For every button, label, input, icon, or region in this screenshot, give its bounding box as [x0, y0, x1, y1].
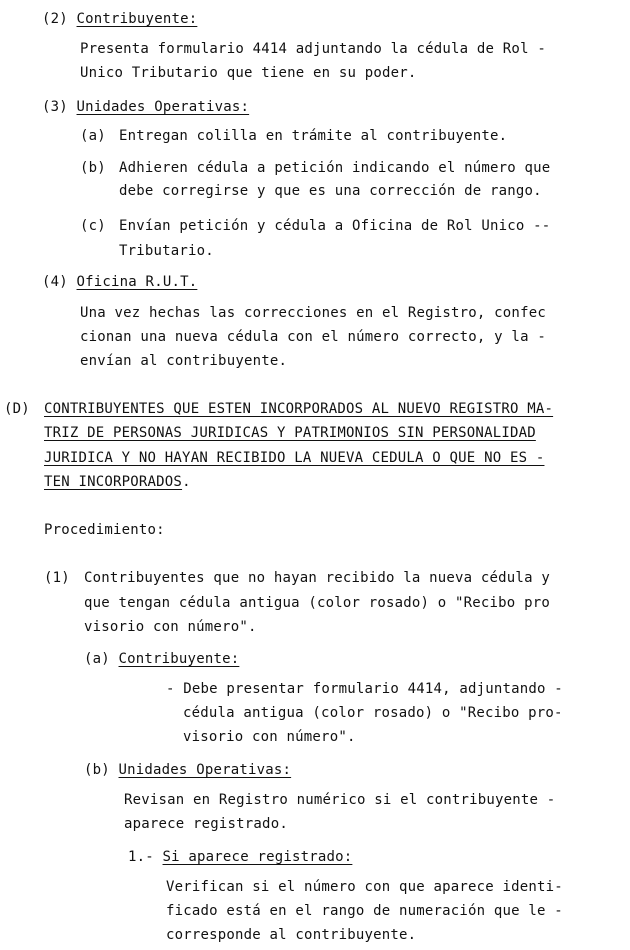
subitem-label: (b)	[84, 762, 110, 778]
section-d-title-last	[44, 473, 191, 491]
paragraph-line: visorio con número".	[183, 729, 356, 745]
item-heading: Unidades Operativas:	[76, 99, 250, 115]
paragraph-line: aparece registrado.	[124, 816, 288, 832]
paragraph-line: que tengan cédula antigua (color rosado) o "Recibo pro	[84, 595, 550, 611]
section-d-title-line: CONTRIBUYENTES QUE ESTEN INCORPORADOS AL NUEVO REGISTRO MA-	[44, 401, 554, 417]
procedure-heading: Procedimiento:	[44, 522, 165, 538]
item-4-heading-line	[42, 273, 197, 291]
item-number: (3)	[42, 99, 68, 115]
paragraph-line: visorio con número".	[84, 619, 257, 635]
subsubitem-label: 1.-	[128, 849, 154, 865]
paragraph-line: debe corregirse y que es una corrección de rango.	[119, 183, 542, 199]
subitem-heading: Unidades Operativas:	[118, 762, 292, 778]
paragraph-line: Envían petición y cédula a Oficina de Rol Unico --	[119, 218, 551, 234]
paragraph-line: - Debe presentar formulario 4414, adjuntando -	[166, 681, 563, 697]
paragraph-line: envían al contribuyente.	[80, 353, 288, 369]
paragraph-line: Entregan colilla en trámite al contribuyente.	[119, 128, 508, 144]
item-heading: Oficina R.U.T.	[76, 274, 198, 290]
subsubitem-heading: Si aparece registrado:	[162, 849, 353, 865]
item-number: (1)	[44, 570, 70, 586]
paragraph-line: Verifican si el número con que aparece identi-	[166, 879, 563, 895]
subsubitem-heading-line	[128, 848, 352, 866]
subitem-label: (c)	[80, 218, 106, 234]
item-number: (4)	[42, 274, 68, 290]
paragraph-line: corresponde al contribuyente.	[166, 927, 417, 943]
section-d-title-line: JURIDICA Y NO HAYAN RECIBIDO LA NUEVA CEDULA O QUE NO ES -	[44, 450, 545, 466]
paragraph-line: Unico Tributario que tiene en su poder.	[80, 65, 417, 81]
item-heading: Contribuyente:	[76, 11, 198, 27]
paragraph-line: Tributario.	[119, 243, 214, 259]
item-number: (2)	[42, 11, 68, 27]
paragraph-line: Adhieren cédula a petición indicando el número que	[119, 160, 551, 176]
section-d-title-line: TEN INCORPORADOS	[44, 474, 183, 490]
section-d-label: (D)	[4, 401, 30, 417]
subitem-label: (a)	[80, 128, 106, 144]
subitem-heading-line	[84, 761, 291, 779]
paragraph-line: Contribuyentes que no hayan recibido la nueva cédula y	[84, 570, 550, 586]
subitem-heading: Contribuyente:	[118, 651, 240, 667]
paragraph-line: Una vez hechas las correcciones en el Registro, confec	[80, 305, 546, 321]
subitem-label: (a)	[84, 651, 110, 667]
subitem-heading-line	[84, 650, 239, 668]
paragraph-line: Presenta formulario 4414 adjuntando la cédula de Rol -	[80, 41, 546, 57]
item-3-heading-line	[42, 98, 249, 116]
section-d-title-period: .	[182, 474, 191, 490]
subitem-label: (b)	[80, 160, 106, 176]
paragraph-line: cédula antigua (color rosado) o "Recibo pro-	[183, 705, 563, 721]
section-d-title-line: TRIZ DE PERSONAS JURIDICAS Y PATRIMONIOS SIN PERSONALIDAD	[44, 425, 536, 441]
item-2-heading-line	[42, 10, 197, 28]
paragraph-line: ficado está en el rango de numeración que le -	[166, 903, 563, 919]
paragraph-line: cionan una nueva cédula con el número correcto, y la -	[80, 329, 546, 345]
paragraph-line: Revisan en Registro numérico si el contribuyente -	[124, 792, 556, 808]
